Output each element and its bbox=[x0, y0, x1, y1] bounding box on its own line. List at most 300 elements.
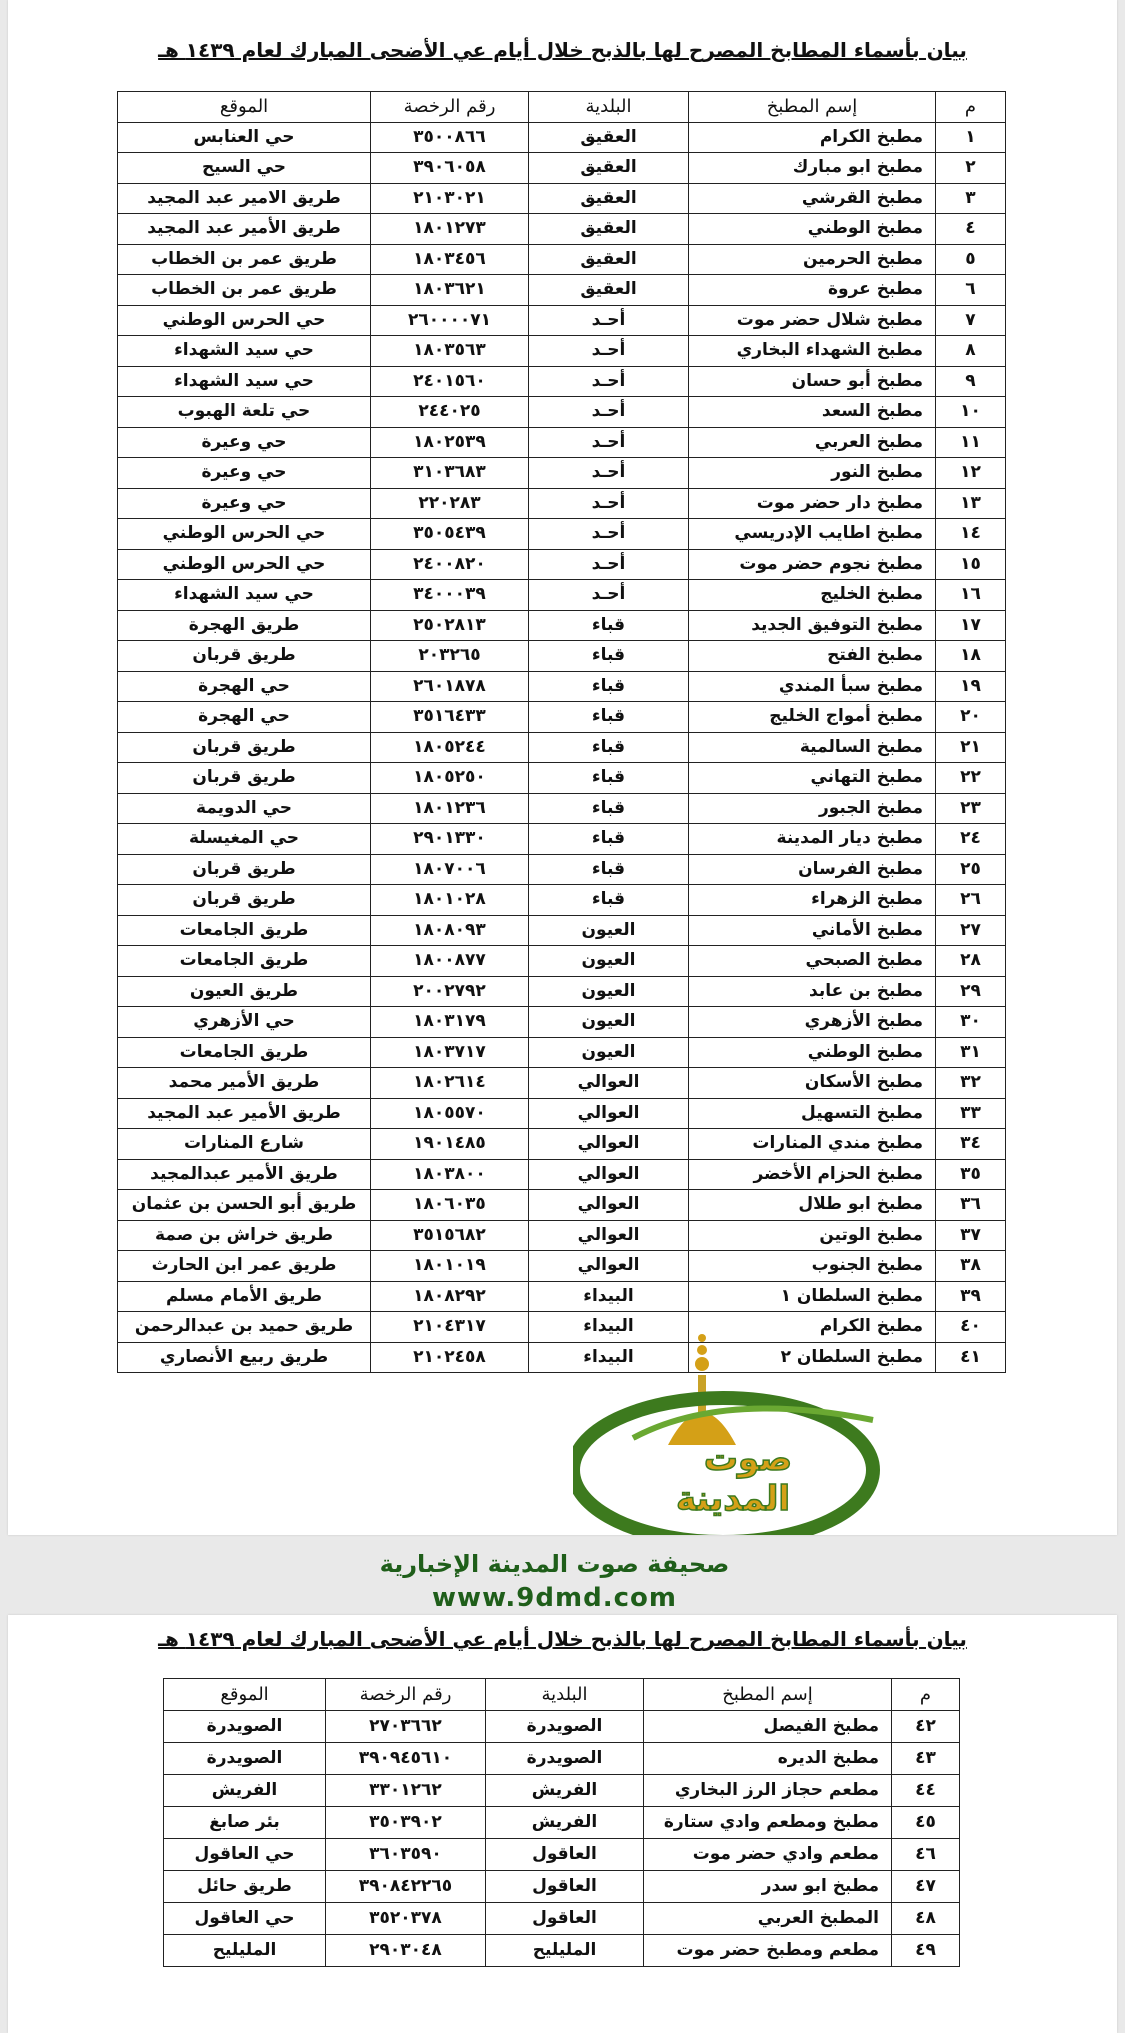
table-row bbox=[118, 275, 1006, 306]
cell-index: ٤٩ bbox=[892, 1935, 960, 1967]
cell-index: ٢٠ bbox=[936, 702, 1006, 733]
cell-license-number: ١٨٠١٠١٩ bbox=[371, 1251, 529, 1282]
cell-location: حي سيد الشهداء bbox=[118, 580, 371, 611]
cell-license-number: ١٨٠١٢٧٣ bbox=[371, 214, 529, 245]
table-header-row bbox=[118, 92, 1006, 123]
cell-kitchen-name: مطبخ الخليج bbox=[689, 580, 936, 611]
cell-kitchen-name: مطبخ الوتين bbox=[689, 1220, 936, 1251]
cell-kitchen-name: مطبخ القرشي bbox=[689, 183, 936, 214]
cell-municipality: العقيق bbox=[529, 214, 689, 245]
cell-location: طريق عمر بن الخطاب bbox=[118, 275, 371, 306]
cell-location: طريق الأمير عبد المجيد bbox=[118, 214, 371, 245]
cell-license-number: ٢٤٠٠٨٢٠ bbox=[371, 549, 529, 580]
cell-municipality: قباء bbox=[529, 824, 689, 855]
table-row bbox=[118, 458, 1006, 489]
cell-license-number: ٣٩٠٨٤٢٢٦٥ bbox=[326, 1871, 486, 1903]
table-row bbox=[118, 671, 1006, 702]
cell-kitchen-name: مطبخ الفيصل bbox=[644, 1711, 892, 1743]
cell-municipality: الفريش bbox=[486, 1807, 644, 1839]
cell-kitchen-name: مطبخ الصبحي bbox=[689, 946, 936, 977]
cell-location: حي وعيرة bbox=[118, 488, 371, 519]
cell-location: طريق حائل bbox=[164, 1871, 326, 1903]
table-row bbox=[118, 885, 1006, 916]
table-row bbox=[118, 427, 1006, 458]
cell-kitchen-name: مطبخ الوطني bbox=[689, 214, 936, 245]
cell-municipality: العيون bbox=[529, 915, 689, 946]
table-row bbox=[164, 1775, 960, 1807]
header-kitchen-name: إسم المطبخ bbox=[644, 1679, 892, 1711]
cell-location: طريق قربان bbox=[118, 854, 371, 885]
cell-index: ٤٣ bbox=[892, 1743, 960, 1775]
cell-license-number: ١٨٠٣٦٢١ bbox=[371, 275, 529, 306]
site-name-watermark: صحيفة صوت المدينة الإخبارية bbox=[379, 1550, 730, 1578]
cell-municipality: العوالي bbox=[529, 1129, 689, 1160]
cell-municipality: البيداء bbox=[529, 1281, 689, 1312]
cell-kitchen-name: مطبخ الفرسان bbox=[689, 854, 936, 885]
cell-location: حي العاقول bbox=[164, 1839, 326, 1871]
table-row bbox=[118, 488, 1006, 519]
cell-municipality: المليليح bbox=[486, 1935, 644, 1967]
cell-kitchen-name: مطبخ العربي bbox=[689, 427, 936, 458]
cell-location: طريق قربان bbox=[118, 732, 371, 763]
cell-location: حي تلعة الهبوب bbox=[118, 397, 371, 428]
cell-municipality: العيون bbox=[529, 1007, 689, 1038]
cell-license-number: ١٨٠٨٢٩٢ bbox=[371, 1281, 529, 1312]
table-row bbox=[118, 397, 1006, 428]
cell-municipality: قباء bbox=[529, 641, 689, 672]
table-row bbox=[118, 122, 1006, 153]
cell-index: ٣٩ bbox=[936, 1281, 1006, 1312]
cell-license-number: ١٨٠٣٥٦٣ bbox=[371, 336, 529, 367]
cell-index: ٣ bbox=[936, 183, 1006, 214]
cell-location: حي العنابس bbox=[118, 122, 371, 153]
table-row bbox=[118, 946, 1006, 977]
cell-kitchen-name: مطبخ سبأ المندي bbox=[689, 671, 936, 702]
cell-index: ٢ bbox=[936, 153, 1006, 184]
cell-municipality: أحـد bbox=[529, 397, 689, 428]
cell-index: ١ bbox=[936, 122, 1006, 153]
cell-index: ٤٠ bbox=[936, 1312, 1006, 1343]
cell-index: ٦ bbox=[936, 275, 1006, 306]
cell-municipality: العوالي bbox=[529, 1190, 689, 1221]
table-row bbox=[118, 763, 1006, 794]
cell-location: طريق عمر بن الخطاب bbox=[118, 244, 371, 275]
cell-kitchen-name: مطبخ السالمية bbox=[689, 732, 936, 763]
cell-kitchen-name: مطبخ السلطان ٢ bbox=[689, 1342, 936, 1373]
cell-license-number: ٢٤٤٠٢٥ bbox=[371, 397, 529, 428]
cell-location: الفريش bbox=[164, 1775, 326, 1807]
cell-index: ٢٢ bbox=[936, 763, 1006, 794]
cell-license-number: ١٨٠٠٨٧٧ bbox=[371, 946, 529, 977]
cell-kitchen-name: مطبخ التسهيل bbox=[689, 1098, 936, 1129]
table-row bbox=[118, 824, 1006, 855]
cell-kitchen-name: مطبخ ابو طلال bbox=[689, 1190, 936, 1221]
cell-index: ٤٤ bbox=[892, 1775, 960, 1807]
cell-kitchen-name: مطبخ أمواج الخليج bbox=[689, 702, 936, 733]
cell-municipality: العاقول bbox=[486, 1903, 644, 1935]
cell-index: ١٠ bbox=[936, 397, 1006, 428]
cell-location: طريق الأمير عبد المجيد bbox=[118, 1098, 371, 1129]
cell-license-number: ١٨٠١٠٢٨ bbox=[371, 885, 529, 916]
cell-kitchen-name: مطبخ ديار المدينة bbox=[689, 824, 936, 855]
table-row bbox=[118, 366, 1006, 397]
cell-municipality: العقيق bbox=[529, 153, 689, 184]
cell-license-number: ٣٥١٥٦٨٢ bbox=[371, 1220, 529, 1251]
kitchens-table-1 bbox=[117, 91, 1006, 1373]
table-row bbox=[118, 1190, 1006, 1221]
cell-license-number: ٣٩٠٦٠٥٨ bbox=[371, 153, 529, 184]
cell-kitchen-name: مطبخ بن عابد bbox=[689, 976, 936, 1007]
table-row bbox=[118, 214, 1006, 245]
cell-location: طريق عمر ابن الحارث bbox=[118, 1251, 371, 1282]
cell-license-number: ١٨٠٥٢٥٠ bbox=[371, 763, 529, 794]
cell-index: ٢٩ bbox=[936, 976, 1006, 1007]
cell-municipality: قباء bbox=[529, 732, 689, 763]
cell-kitchen-name: مطبخ السلطان ١ bbox=[689, 1281, 936, 1312]
sawt-almadina-logo bbox=[573, 1320, 903, 1535]
table-row bbox=[118, 702, 1006, 733]
cell-index: ١٧ bbox=[936, 610, 1006, 641]
table-row bbox=[164, 1871, 960, 1903]
table-row bbox=[118, 1007, 1006, 1038]
kitchens-table-2 bbox=[163, 1678, 960, 1967]
cell-municipality: أحـد bbox=[529, 366, 689, 397]
cell-location: حي الحرس الوطني bbox=[118, 519, 371, 550]
header-municipality: البلدية bbox=[486, 1679, 644, 1711]
cell-municipality: العقيق bbox=[529, 244, 689, 275]
cell-municipality: العاقول bbox=[486, 1839, 644, 1871]
cell-location: حي المغيسلة bbox=[118, 824, 371, 855]
cell-location: طريق الأمير محمد bbox=[118, 1068, 371, 1099]
table-row bbox=[164, 1903, 960, 1935]
cell-license-number: ٢٤٠١٥٦٠ bbox=[371, 366, 529, 397]
cell-kitchen-name: مطبخ الفتح bbox=[689, 641, 936, 672]
cell-location: حي الهجرة bbox=[118, 671, 371, 702]
cell-license-number: ٢١٠٢٤٥٨ bbox=[371, 1342, 529, 1373]
cell-kitchen-name: مطبخ الحرمين bbox=[689, 244, 936, 275]
cell-municipality: أحـد bbox=[529, 519, 689, 550]
cell-kitchen-name: مطبخ الجنوب bbox=[689, 1251, 936, 1282]
cell-location: حي الهجرة bbox=[118, 702, 371, 733]
cell-kitchen-name: مطبخ الأسكان bbox=[689, 1068, 936, 1099]
cell-location: الصويدرة bbox=[164, 1711, 326, 1743]
cell-license-number: ٢٧٠٣٦٦٢ bbox=[326, 1711, 486, 1743]
cell-municipality: العيون bbox=[529, 1037, 689, 1068]
cell-kitchen-name: مطبخ عروة bbox=[689, 275, 936, 306]
cell-municipality: أحـد bbox=[529, 305, 689, 336]
cell-license-number: ٣٩٠٩٤٥٦١٠ bbox=[326, 1743, 486, 1775]
cell-index: ١٨ bbox=[936, 641, 1006, 672]
cell-index: ٥ bbox=[936, 244, 1006, 275]
table-row bbox=[118, 549, 1006, 580]
cell-municipality: أحـد bbox=[529, 458, 689, 489]
cell-license-number: ٣٣٠١٢٦٢ bbox=[326, 1775, 486, 1807]
cell-index: ٣٤ bbox=[936, 1129, 1006, 1160]
cell-municipality: أحـد bbox=[529, 427, 689, 458]
cell-location: حي الحرس الوطني bbox=[118, 305, 371, 336]
cell-kitchen-name: مطبخ الشهداء البخاري bbox=[689, 336, 936, 367]
cell-kitchen-name: مطبخ اطايب الإدريسي bbox=[689, 519, 936, 550]
cell-location: حي الدويمة bbox=[118, 793, 371, 824]
cell-license-number: ١٨٠٢٦١٤ bbox=[371, 1068, 529, 1099]
cell-index: ٢١ bbox=[936, 732, 1006, 763]
cell-index: ٢٣ bbox=[936, 793, 1006, 824]
cell-kitchen-name: مطبخ شلال حضر موت bbox=[689, 305, 936, 336]
cell-index: ٣٦ bbox=[936, 1190, 1006, 1221]
cell-index: ١٢ bbox=[936, 458, 1006, 489]
cell-license-number: ٢٠٣٢٦٥ bbox=[371, 641, 529, 672]
cell-location: طريق الأمير عبدالمجيد bbox=[118, 1159, 371, 1190]
cell-location: بئر صابغ bbox=[164, 1807, 326, 1839]
cell-municipality: العوالي bbox=[529, 1068, 689, 1099]
header-kitchen-name: إسم المطبخ bbox=[689, 92, 936, 123]
cell-municipality: العقيق bbox=[529, 275, 689, 306]
cell-license-number: ٣٥٠٥٤٣٩ bbox=[371, 519, 529, 550]
cell-kitchen-name: مطبخ الزهراء bbox=[689, 885, 936, 916]
table-row bbox=[118, 153, 1006, 184]
cell-municipality: البيداء bbox=[529, 1342, 689, 1373]
cell-license-number: ١٨٠٥٥٧٠ bbox=[371, 1098, 529, 1129]
document-page-1 bbox=[8, 0, 1117, 1535]
cell-kitchen-name: مطبخ الجبور bbox=[689, 793, 936, 824]
cell-municipality: أحـد bbox=[529, 336, 689, 367]
table-header-row bbox=[164, 1679, 960, 1711]
table-row bbox=[118, 793, 1006, 824]
table-row bbox=[118, 915, 1006, 946]
header-location: الموقع bbox=[164, 1679, 326, 1711]
cell-license-number: ١٨٠٨٠٩٣ bbox=[371, 915, 529, 946]
cell-municipality: العيون bbox=[529, 946, 689, 977]
cell-municipality: قباء bbox=[529, 793, 689, 824]
cell-kitchen-name: مطبخ النور bbox=[689, 458, 936, 489]
logo-text-almadina: المدينة bbox=[675, 1479, 791, 1519]
cell-location: طريق قربان bbox=[118, 641, 371, 672]
cell-index: ١٣ bbox=[936, 488, 1006, 519]
cell-kitchen-name: مطبخ دار حضر موت bbox=[689, 488, 936, 519]
table-row bbox=[118, 1098, 1006, 1129]
table-row bbox=[118, 1129, 1006, 1160]
cell-municipality: قباء bbox=[529, 854, 689, 885]
cell-license-number: ١٨٠٦٠٣٥ bbox=[371, 1190, 529, 1221]
cell-municipality: الصويدرة bbox=[486, 1711, 644, 1743]
cell-license-number: ٢٦٠١٨٧٨ bbox=[371, 671, 529, 702]
cell-municipality: البيداء bbox=[529, 1312, 689, 1343]
cell-license-number: ٣٥١٦٤٣٣ bbox=[371, 702, 529, 733]
cell-municipality: قباء bbox=[529, 763, 689, 794]
cell-kitchen-name: مطبخ الأماني bbox=[689, 915, 936, 946]
cell-license-number: ١٩٠١٤٨٥ bbox=[371, 1129, 529, 1160]
cell-location: طريق أبو الحسن بن عثمان bbox=[118, 1190, 371, 1221]
cell-index: ٢٦ bbox=[936, 885, 1006, 916]
cell-index: ١٩ bbox=[936, 671, 1006, 702]
cell-municipality: العيون bbox=[529, 976, 689, 1007]
cell-index: ٧ bbox=[936, 305, 1006, 336]
cell-kitchen-name: مطبخ التهاني bbox=[689, 763, 936, 794]
cell-location: طريق ربيع الأنصاري bbox=[118, 1342, 371, 1373]
cell-kitchen-name: مطبخ الكرام bbox=[689, 122, 936, 153]
table-row bbox=[118, 183, 1006, 214]
cell-index: ٤٢ bbox=[892, 1711, 960, 1743]
table-row bbox=[118, 305, 1006, 336]
cell-license-number: ٢٩٠٣٠٤٨ bbox=[326, 1935, 486, 1967]
table-row bbox=[118, 336, 1006, 367]
cell-location: طريق الجامعات bbox=[118, 1037, 371, 1068]
cell-license-number: ٢٦٠٠٠٠٧١ bbox=[371, 305, 529, 336]
cell-index: ٤٥ bbox=[892, 1807, 960, 1839]
cell-kitchen-name: مطبخ الوطني bbox=[689, 1037, 936, 1068]
cell-location: طريق خراش بن صمة bbox=[118, 1220, 371, 1251]
table-row bbox=[118, 244, 1006, 275]
header-index: م bbox=[936, 92, 1006, 123]
cell-license-number: ١٨٠٧٠٠٦ bbox=[371, 854, 529, 885]
cell-index: ٢٤ bbox=[936, 824, 1006, 855]
cell-index: ٤٦ bbox=[892, 1839, 960, 1871]
cell-index: ٤ bbox=[936, 214, 1006, 245]
cell-location: حي الأزهري bbox=[118, 1007, 371, 1038]
cell-kitchen-name: مطبخ ابو مبارك bbox=[689, 153, 936, 184]
cell-municipality: أحـد bbox=[529, 549, 689, 580]
cell-location: طريق الجامعات bbox=[118, 915, 371, 946]
cell-kitchen-name: مطبخ الأزهري bbox=[689, 1007, 936, 1038]
cell-municipality: العوالي bbox=[529, 1098, 689, 1129]
cell-index: ٢٧ bbox=[936, 915, 1006, 946]
cell-index: ١١ bbox=[936, 427, 1006, 458]
logo-text-sawt: صوت bbox=[703, 1439, 793, 1479]
cell-location: طريق قربان bbox=[118, 885, 371, 916]
cell-license-number: ٣٥٢٠٣٧٨ bbox=[326, 1903, 486, 1935]
cell-index: ٤١ bbox=[936, 1342, 1006, 1373]
table-row bbox=[118, 1220, 1006, 1251]
cell-municipality: العوالي bbox=[529, 1159, 689, 1190]
cell-license-number: ٢٥٠٢٨١٣ bbox=[371, 610, 529, 641]
cell-municipality: أحـد bbox=[529, 488, 689, 519]
table-row bbox=[118, 854, 1006, 885]
cell-index: ٣٢ bbox=[936, 1068, 1006, 1099]
cell-kitchen-name: مطبخ الحزام الأخضر bbox=[689, 1159, 936, 1190]
cell-municipality: قباء bbox=[529, 610, 689, 641]
cell-municipality: العقيق bbox=[529, 183, 689, 214]
cell-license-number: ١٨٠٢٥٣٩ bbox=[371, 427, 529, 458]
table-row bbox=[164, 1839, 960, 1871]
cell-index: ٤٧ bbox=[892, 1871, 960, 1903]
cell-kitchen-name: مطعم ومطبخ حضر موت bbox=[644, 1935, 892, 1967]
cell-location: حي وعيرة bbox=[118, 458, 371, 489]
cell-location: طريق الجامعات bbox=[118, 946, 371, 977]
table-row bbox=[118, 1159, 1006, 1190]
cell-kitchen-name: مطعم وادي حضر موت bbox=[644, 1839, 892, 1871]
header-municipality: البلدية bbox=[529, 92, 689, 123]
cell-location: طريق الأمام مسلم bbox=[118, 1281, 371, 1312]
cell-license-number: ٣٤٠٠٠٣٩ bbox=[371, 580, 529, 611]
cell-index: ٣٣ bbox=[936, 1098, 1006, 1129]
cell-location: حي وعيرة bbox=[118, 427, 371, 458]
cell-location: حي السيح bbox=[118, 153, 371, 184]
cell-location: طريق العيون bbox=[118, 976, 371, 1007]
cell-kitchen-name: مطبخ ومطعم وادي ستارة bbox=[644, 1807, 892, 1839]
cell-municipality: أحـد bbox=[529, 580, 689, 611]
cell-kitchen-name: مطبخ ابو سدر bbox=[644, 1871, 892, 1903]
cell-municipality: العوالي bbox=[529, 1251, 689, 1282]
cell-kitchen-name: مطعم حجاز الرز البخاري bbox=[644, 1775, 892, 1807]
cell-index: ٩ bbox=[936, 366, 1006, 397]
table-row bbox=[118, 519, 1006, 550]
cell-index: ٢٨ bbox=[936, 946, 1006, 977]
table-row bbox=[118, 610, 1006, 641]
cell-index: ٣٧ bbox=[936, 1220, 1006, 1251]
cell-license-number: ٢٢٠٢٨٣ bbox=[371, 488, 529, 519]
cell-license-number: ٣١٠٣٦٨٣ bbox=[371, 458, 529, 489]
cell-municipality: الفريش bbox=[486, 1775, 644, 1807]
cell-municipality: الصويدرة bbox=[486, 1743, 644, 1775]
cell-index: ٣١ bbox=[936, 1037, 1006, 1068]
cell-location: طريق الهجرة bbox=[118, 610, 371, 641]
cell-index: ٤٨ bbox=[892, 1903, 960, 1935]
cell-location: حي سيد الشهداء bbox=[118, 336, 371, 367]
cell-location: طريق الامير عبد المجيد bbox=[118, 183, 371, 214]
cell-license-number: ٣٦٠٣٥٩٠ bbox=[326, 1839, 486, 1871]
page-1-title: بيان بأسماء المطابخ المصرح لها بالذبح خلال أيام عي الأضحى المبارك لعام ١٤٣٩ هـ bbox=[158, 38, 967, 62]
cell-location: حي سيد الشهداء bbox=[118, 366, 371, 397]
cell-index: ١٤ bbox=[936, 519, 1006, 550]
cell-index: ٢٥ bbox=[936, 854, 1006, 885]
cell-license-number: ١٨٠٣٧١٧ bbox=[371, 1037, 529, 1068]
table-row bbox=[118, 732, 1006, 763]
table-row bbox=[118, 641, 1006, 672]
cell-license-number: ٣٥٠٣٩٠٢ bbox=[326, 1807, 486, 1839]
table-row bbox=[164, 1807, 960, 1839]
cell-index: ٣٨ bbox=[936, 1251, 1006, 1282]
header-location: الموقع bbox=[118, 92, 371, 123]
cell-license-number: ١٨٠٣١٧٩ bbox=[371, 1007, 529, 1038]
cell-kitchen-name: مطبخ السعد bbox=[689, 397, 936, 428]
cell-license-number: ٢١٠٣٠٢١ bbox=[371, 183, 529, 214]
cell-kitchen-name: مطبخ أبو حسان bbox=[689, 366, 936, 397]
document-page-2 bbox=[8, 1615, 1117, 2033]
cell-municipality: قباء bbox=[529, 885, 689, 916]
cell-index: ٣٥ bbox=[936, 1159, 1006, 1190]
cell-index: ١٥ bbox=[936, 549, 1006, 580]
table-row bbox=[164, 1743, 960, 1775]
cell-municipality: العقيق bbox=[529, 122, 689, 153]
table-row bbox=[118, 1281, 1006, 1312]
cell-license-number: ٢١٠٤٣١٧ bbox=[371, 1312, 529, 1343]
cell-license-number: ٣٥٠٠٨٦٦ bbox=[371, 122, 529, 153]
cell-location: المليليح bbox=[164, 1935, 326, 1967]
cell-municipality: العاقول bbox=[486, 1871, 644, 1903]
cell-license-number: ١٨٠٣٤٥٦ bbox=[371, 244, 529, 275]
table-row bbox=[118, 580, 1006, 611]
cell-license-number: ٢٠٠٢٧٩٢ bbox=[371, 976, 529, 1007]
cell-location: طريق حميد بن عبدالرحمن bbox=[118, 1312, 371, 1343]
cell-license-number: ٢٩٠١٣٣٠ bbox=[371, 824, 529, 855]
cell-index: ٨ bbox=[936, 336, 1006, 367]
page-2-title: بيان بأسماء المطابخ المصرح لها بالذبح خلال أيام عي الأضحى المبارك لعام ١٤٣٩ هـ bbox=[158, 1627, 967, 1651]
cell-location: الصويدرة bbox=[164, 1743, 326, 1775]
cell-license-number: ١٨٠١٢٣٦ bbox=[371, 793, 529, 824]
cell-index: ١٦ bbox=[936, 580, 1006, 611]
cell-license-number: ١٨٠٥٢٤٤ bbox=[371, 732, 529, 763]
table-row bbox=[164, 1711, 960, 1743]
table-row bbox=[118, 1037, 1006, 1068]
cell-kitchen-name: مطبخ مندي المنارات bbox=[689, 1129, 936, 1160]
site-url-watermark: www.9dmd.com bbox=[432, 1583, 677, 1613]
cell-kitchen-name: المطبخ العربي bbox=[644, 1903, 892, 1935]
cell-index: ٣٠ bbox=[936, 1007, 1006, 1038]
cell-kitchen-name: مطبخ الكرام bbox=[689, 1312, 936, 1343]
cell-location: شارع المنارات bbox=[118, 1129, 371, 1160]
cell-municipality: قباء bbox=[529, 702, 689, 733]
cell-location: طريق قربان bbox=[118, 763, 371, 794]
